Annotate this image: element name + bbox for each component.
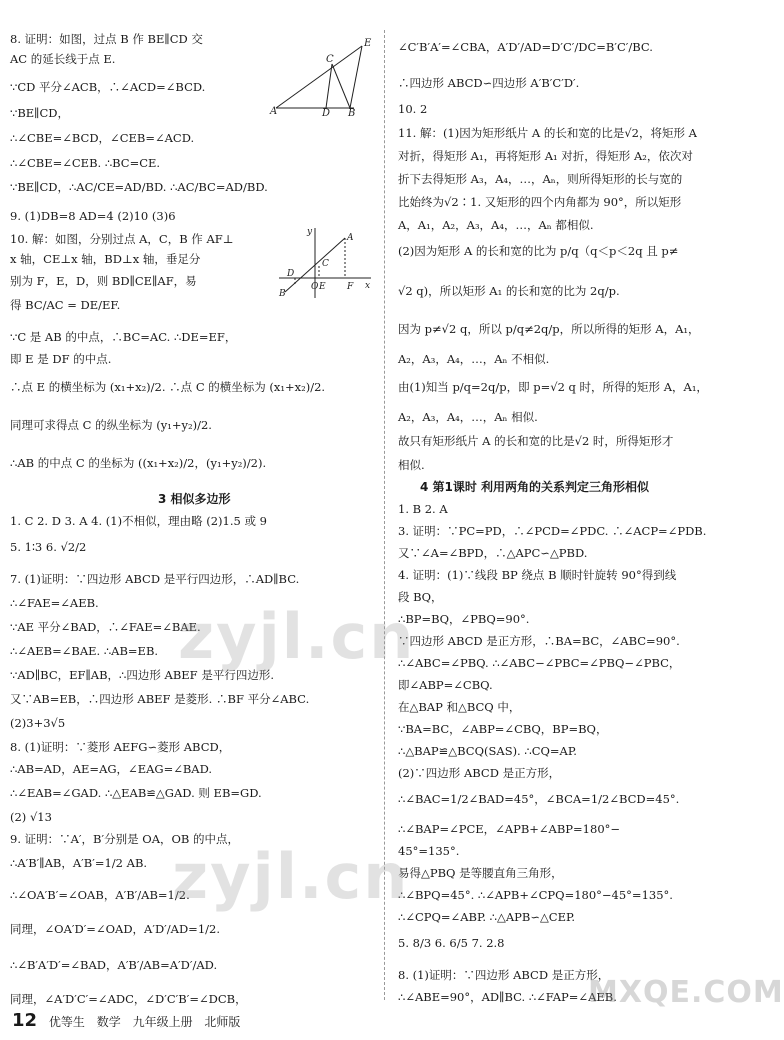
text-line: ∵C 是 AB 的中点，∴BC=AC. ∴DE=EF， [10, 330, 237, 344]
text-line: (2)∵四边形 ABCD 是正方形， [398, 766, 561, 780]
text-line: 3. 证明：∵PC=PD，∴∠PCD=∠PDC. ∴∠ACP=∠PDB. [398, 524, 707, 538]
svg-text:E: E [319, 282, 326, 292]
text-line: ∴AB=AD，AE=AG，∠EAG=∠BAD. [10, 762, 213, 776]
text-line: 11. 解：(1)因为矩形纸片 A 的长和宽的比是√2，将矩形 A [398, 126, 697, 140]
watermark: MXQE.COM [588, 975, 784, 1010]
text-line: x 轴，CE⊥x 轴，BD⊥x 轴，垂足分 [10, 252, 201, 266]
text-line: A，A₁，A₂，A₃，A₄，…，Aₙ 都相似. [398, 218, 594, 232]
text-line: 对折，得矩形 A₁，再将矩形 A₁ 对折，得矩形 A₂，依次对 [398, 149, 693, 163]
coordinate-figure [275, 226, 375, 302]
text-line: ∴四边形 ABCD∽四边形 A′B′C′D′. [398, 76, 580, 90]
text-line: ∴∠BAP=∠PCE，∠APB+∠ABP=180°− [398, 822, 621, 836]
text-line: ∴∠CPQ=∠ABP. ∴△APB∽△CEP. [398, 910, 576, 924]
text-line: ∴∠OA′B′=∠OAB，A′B′/AB=1/2. [10, 888, 190, 902]
text-line: 相似. [398, 458, 425, 472]
svg-text:C: C [322, 259, 329, 269]
svg-text:y: y [307, 227, 313, 237]
text-line: ∴∠ABE=90°，AD∥BC. ∴∠FAP=∠AEB. [398, 990, 617, 1004]
text-line: ∵AD∥BC，EF∥AB，∴四边形 ABEF 是平行四边形. [10, 668, 274, 682]
text-line: ∴点 E 的横坐标为 (x₁+x₂)/2. ∴点 C 的横坐标为 (x₁+x₂)/2. [10, 380, 326, 394]
text-line: 又∵AB=EB，∴四边形 ABEF 是菱形. ∴BF 平分∠ABC. [10, 692, 310, 706]
text-line: 1. B 2. A [398, 502, 448, 516]
text-line: 45°=135°. [398, 844, 460, 858]
svg-text:D: D [322, 108, 331, 119]
svg-text:F: F [347, 282, 354, 292]
text-line: 比始终为√2∶1. 又矩形的四个内角都为 90°，所以矩形 [398, 195, 682, 209]
text-line: 1. C 2. D 3. A 4. (1)不相似，理由略 (2)1.5 或 9 [10, 514, 267, 528]
text-line: ∴∠BAC=1/2∠BAD=45°，∠BCA=1/2∠BCD=45°. [398, 792, 680, 806]
svg-text:x: x [365, 281, 371, 291]
text-line: ∵BA=BC，∠ABP=∠CBQ，BP=BQ， [398, 722, 608, 736]
text-line: ∵BE∥CD，∴AC/CE=AD/BD. ∴AC/BC=AD/BD. [10, 180, 268, 194]
text-line: ∴∠CBE=∠CEB. ∴BC=CE. [10, 156, 161, 170]
text-line: ∵CD 平分∠ACB，∴∠ACD=∠BCD. [10, 80, 206, 94]
text-line: A₂，A₃，A₄，…，Aₙ 相似. [398, 410, 538, 424]
svg-text:D: D [287, 269, 295, 279]
column-divider [384, 30, 385, 1000]
section-heading: 3 相似多边形 [158, 492, 231, 506]
text-line: ∵AE 平分∠BAD，∴∠FAE=∠BAE. [10, 620, 201, 634]
text-line: A₂，A₃，A₄，…，Aₙ 不相似. [398, 352, 550, 366]
text-line: √2 q)，所以矩形 A₁ 的长和宽的比为 2q/p. [398, 284, 620, 298]
text-line: (2) √13 [10, 810, 52, 824]
svg-text:E: E [364, 38, 372, 49]
text-line: 因为 p≠√2 q，所以 p/q≠2q/p，所以所得的矩形 A，A₁， [398, 322, 700, 336]
text-line: 在△BAP 和△BCQ 中， [398, 700, 521, 714]
text-line: 别为 F，E，D，则 BD∥CE∥AF，易 [10, 274, 197, 288]
text-line: ∴∠BPQ=45°. ∴∠APB+∠CPQ=180°−45°=135°. [398, 888, 673, 902]
text-line: ∴∠FAE=∠AEB. [10, 596, 99, 610]
text-line: 8. (1)证明：∵菱形 AEFG∽菱形 ABCD， [10, 740, 231, 754]
text-line: ∵BE∥CD， [10, 106, 69, 120]
svg-text:B: B [279, 289, 286, 299]
edition-label: 北师版 [204, 1015, 241, 1029]
text-line: ∴∠AEB=∠BAE. ∴AB=EB. [10, 644, 159, 658]
text-line: 即 E 是 DF 的中点. [10, 352, 112, 366]
text-line: ∴∠ABC=∠PBQ. ∴∠ABC−∠PBC=∠PBQ−∠PBC， [398, 656, 681, 670]
text-line: AC 的延长线于点 E. [10, 52, 116, 66]
svg-text:O: O [311, 282, 319, 292]
text-line: 得 BC/AC = DE/EF. [10, 298, 121, 312]
svg-text:A: A [270, 106, 278, 117]
text-line: 即∠ABP=∠CBQ. [398, 678, 493, 692]
text-line: 又∵∠A=∠BPD，∴△APC∽△PBD. [398, 546, 588, 560]
text-line: 9. (1)DB=8 AD=4 (2)10 (3)6 [10, 209, 176, 223]
text-line: ∴BP=BQ，∠PBQ=90°. [398, 612, 530, 626]
text-line: ∵四边形 ABCD 是正方形，∴BA=BC，∠ABC=90°. [398, 634, 680, 648]
svg-text:A: A [347, 233, 354, 243]
text-line: 易得△PBQ 是等腰直角三角形， [398, 866, 563, 880]
page-footer [12, 1010, 248, 1031]
text-line: ∴AB 的中点 C 的坐标为 ((x₁+x₂)/2，(y₁+y₂)/2). [10, 456, 267, 470]
text-line: 同理，∠OA′D′=∠OAD，A′D′/AD=1/2. [10, 922, 220, 936]
text-line: ∴∠EAB=∠GAD. ∴△EAB≌△GAD. 则 EB=GD. [10, 786, 262, 800]
text-line: 折下去得矩形 A₃，A₄，…，Aₙ，则所得矩形的长与宽的 [398, 172, 683, 186]
text-line: 10. 2 [398, 102, 428, 116]
text-line: 8. (1)证明：∵四边形 ABCD 是正方形， [398, 968, 610, 982]
text-line: ∴∠B′A′D′=∠BAD，A′B′/AB=A′D′/AD. [10, 958, 218, 972]
text-line: 同理可求得点 C 的纵坐标为 (y₁+y₂)/2. [10, 418, 212, 432]
text-line: ∠C′B′A′=∠CBA，A′D′/AD=D′C′/DC=B′C′/BC. [398, 40, 653, 54]
text-line: 故只有矩形纸片 A 的长和宽的比是√2 时，所得矩形才 [398, 434, 674, 448]
section-heading: 4 第1课时 利用两角的关系判定三角形相似 [420, 480, 650, 494]
svg-text:B: B [348, 108, 356, 119]
text-line: ∴∠CBE=∠BCD，∠CEB=∠ACD. [10, 131, 195, 145]
text-line: 同理，∠A′D′C′=∠ADC，∠D′C′B′=∠DCB， [10, 992, 247, 1006]
text-line: 7. (1)证明：∵四边形 ABCD 是平行四边形，∴AD∥BC. [10, 572, 300, 586]
text-line: 4. 证明：(1)∵线段 BP 绕点 B 顺时针旋转 90°得到线 [398, 568, 677, 582]
grade-label: 九年级上册 [132, 1015, 193, 1029]
brand-label: 优等生 [48, 1015, 85, 1029]
text-line: (2)3+3√5 [10, 716, 66, 730]
svg-text:C: C [326, 54, 334, 65]
text-line: 5. 8/3 6. 6/5 7. 2.8 [398, 936, 505, 950]
text-line: 8. 证明：如图，过点 B 作 BE∥CD 交 [10, 32, 203, 46]
text-line: 段 BQ， [398, 590, 443, 604]
page-number: 12 [12, 1010, 38, 1031]
text-line: 由(1)知当 p/q=2q/p，即 p=√2 q 时，所得的矩形 A，A₁， [398, 380, 708, 394]
subject-label: 数学 [96, 1015, 121, 1029]
text-line: ∴△BAP≌△BCQ(SAS). ∴CQ=AP. [398, 744, 577, 758]
watermark: zyjl.cn [178, 600, 416, 673]
triangle-figure [270, 36, 380, 119]
text-line: 10. 解：如图，分别过点 A，C，B 作 AF⊥ [10, 232, 234, 246]
text-line: ∴A′B′∥AB，A′B′=1/2 AB. [10, 856, 148, 870]
text-line: (2)因为矩形 A 的长和宽的比为 p/q（q＜p＜2q 且 p≠ [398, 244, 679, 258]
watermark: zyjl.cn [172, 840, 410, 913]
text-line: 5. 1∶3 6. √2/2 [10, 540, 87, 554]
text-line: 9. 证明：∵A′，B′分别是 OA，OB 的中点， [10, 832, 240, 846]
